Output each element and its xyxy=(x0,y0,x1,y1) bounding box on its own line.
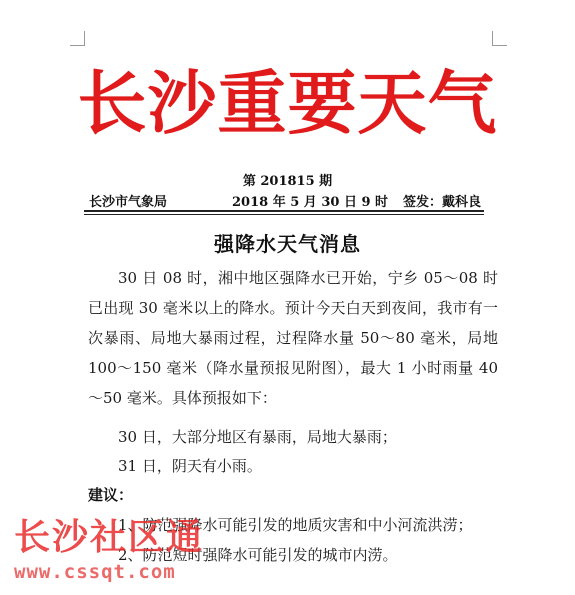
issue-date: 2018 年 5 月 30 日 9 时 xyxy=(232,195,389,210)
advice-item: 2、防范短时强降水可能引发的城市内涝。 xyxy=(118,546,398,564)
site-watermark xyxy=(14,517,204,583)
watermark-title: 长沙社区通 xyxy=(14,517,205,558)
forecast-day-30: 30 日，大部分地区有暴雨，局地大暴雨； xyxy=(118,428,397,446)
issue-number: 第 201815 期 xyxy=(242,174,333,189)
forecast-day-31: 31 日，阴天有小雨。 xyxy=(118,457,262,475)
issuer: 长沙市气象局 xyxy=(89,195,168,210)
crop-mark-top-right xyxy=(492,31,507,46)
advice-heading: 建议： xyxy=(88,486,134,504)
watermark-url: www.cssqt.com xyxy=(14,561,176,583)
header-rule-thin xyxy=(84,214,484,215)
intro-paragraph: 30 日 08 时，湘中地区强降水已开始，宁乡 05～08 时已出现 30 毫米以上的降水。预计今天白天到夜间，我市有一次暴雨、局地大暴雨过程，过程降水量 50～80 毫米，局地 100～150 毫米（降水量预报见附图），最大 1 小时雨量 40～50 毫米。具体预报如下： xyxy=(88,269,498,407)
signed-by: 签发：戴科良 xyxy=(403,195,482,210)
document-title: 强降水天气消息 xyxy=(214,232,361,256)
masthead-title: 长沙重要天气 xyxy=(77,64,498,144)
advice-item: 1、防范强降水可能引发的地质灾害和中小河流洪涝； xyxy=(118,516,473,534)
header-rule-thick xyxy=(84,210,484,212)
crop-mark-top-left xyxy=(70,31,85,46)
